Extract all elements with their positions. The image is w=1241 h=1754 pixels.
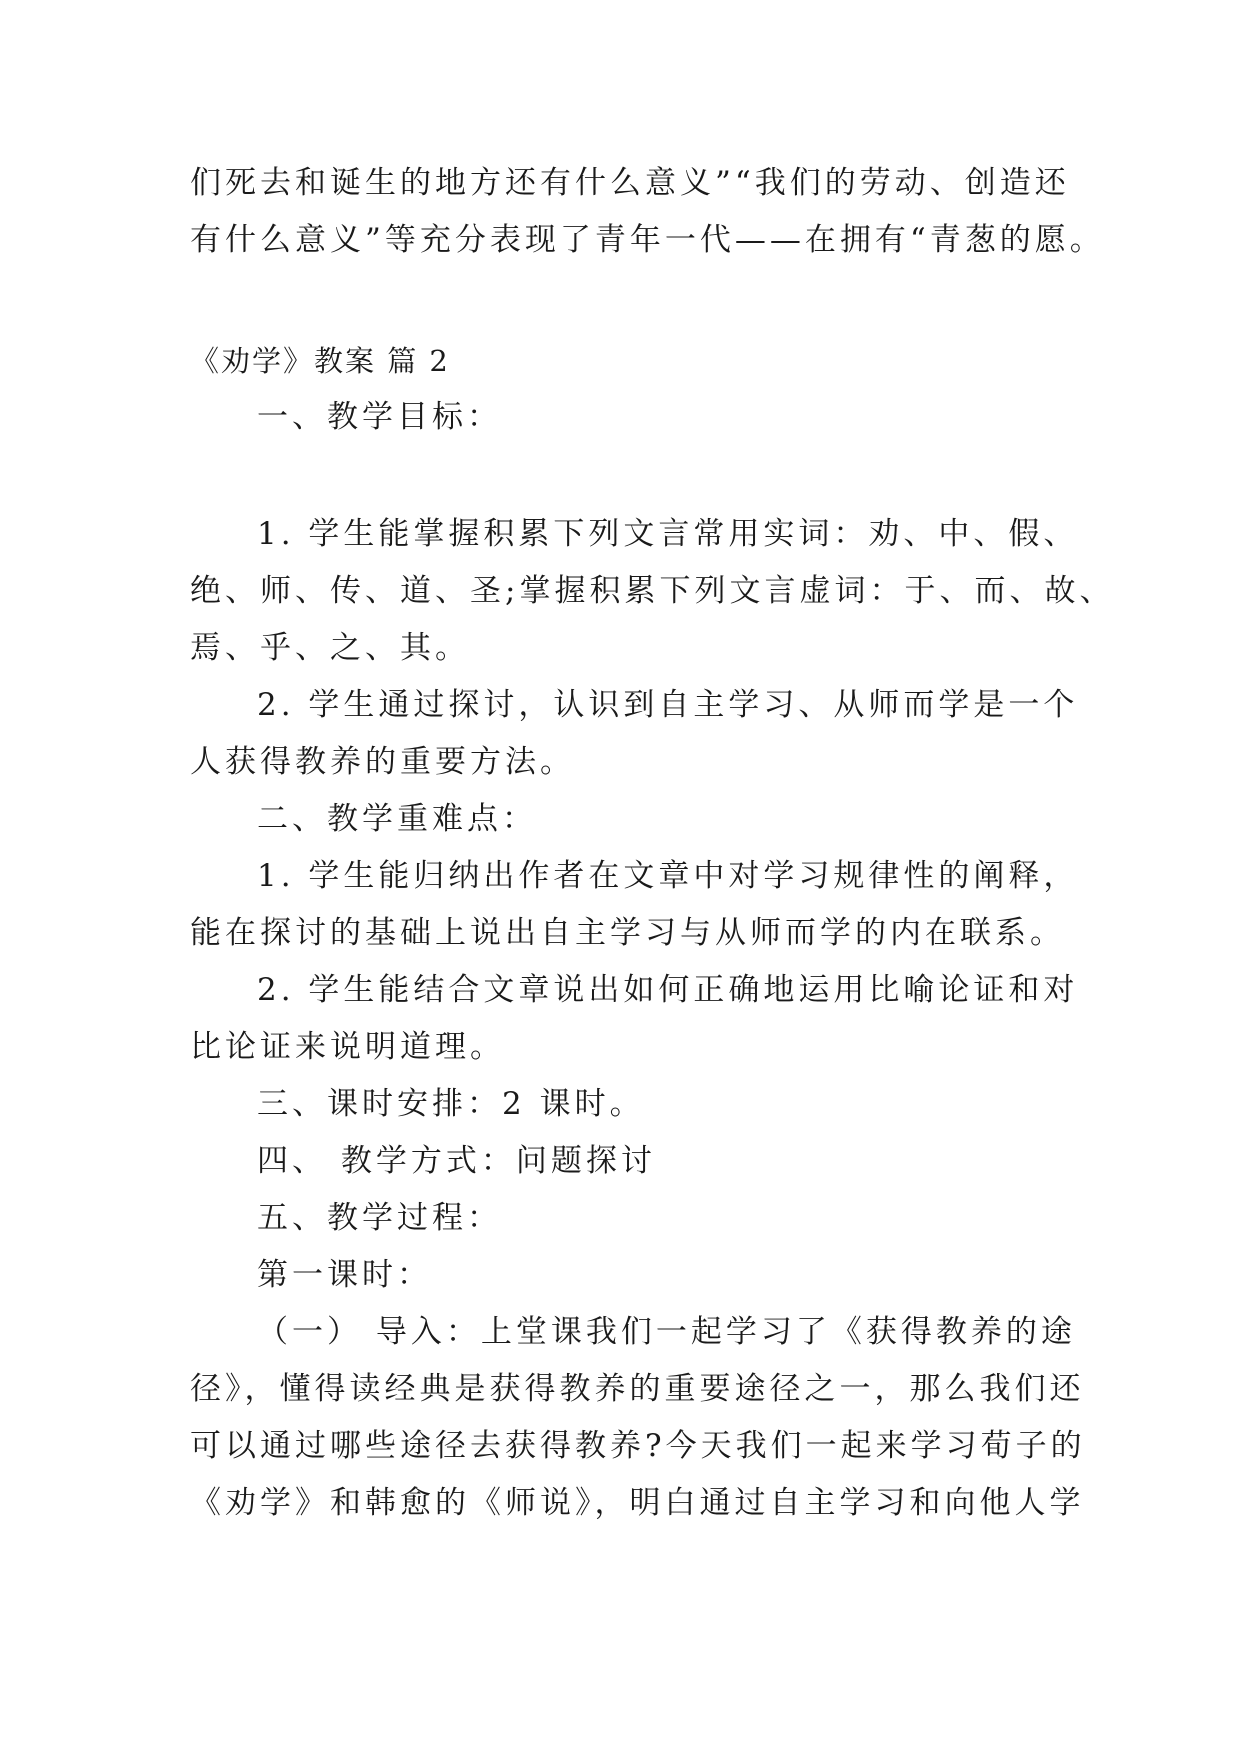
text-line: 径》，懂得读经典是获得教养的重要途径之一，那么我们还 bbox=[190, 1371, 1085, 1407]
heading-method: 四、 教学方式：问题探讨 bbox=[257, 1143, 656, 1179]
text-line: 1. 学生能掌握积累下列文言常用实词：劝、中、假、 bbox=[257, 516, 1079, 552]
text-line: 1. 学生能归纳出作者在文章中对学习规律性的阐释， bbox=[257, 858, 1079, 894]
heading-key-points: 二、教学重难点： bbox=[257, 801, 537, 837]
section-title: 《劝学》教案 篇 2 bbox=[190, 344, 450, 378]
text-line: 可以通过哪些途径去获得教养?今天我们一起来学习荀子的 bbox=[190, 1428, 1086, 1464]
text-line: 能在探讨的基础上说出自主学习与从师而学的内在联系。 bbox=[190, 915, 1065, 951]
text-line: 2. 学生通过探讨，认识到自主学习、从师而学是一个 bbox=[257, 687, 1079, 723]
text-line: 焉、乎、之、其。 bbox=[190, 630, 470, 666]
text-line: 比论证来说明道理。 bbox=[190, 1029, 505, 1065]
heading-objectives: 一、教学目标： bbox=[257, 399, 502, 435]
text-line: 有什么意义”等充分表现了青年一代——在拥有“青葱的愿。 bbox=[190, 222, 1105, 258]
text-line: 们死去和诞生的地方还有什么意义”“我们的劳动、创造还 bbox=[190, 165, 1070, 201]
text-line: 人获得教养的重要方法。 bbox=[190, 744, 575, 780]
text-line: （一） 导入：上堂课我们一起学习了《获得教养的途 bbox=[257, 1314, 1076, 1350]
text-line: 《劝学》和韩愈的《师说》，明白通过自主学习和向他人学 bbox=[190, 1485, 1085, 1521]
text-line: 绝、师、传、道、圣;掌握积累下列文言虚词：于、而、故、 bbox=[190, 573, 1115, 609]
heading-process: 五、教学过程： bbox=[257, 1200, 502, 1236]
heading-schedule: 三、课时安排：2 课时。 bbox=[257, 1086, 645, 1122]
text-line: 2. 学生能结合文章说出如何正确地运用比喻论证和对 bbox=[257, 972, 1079, 1008]
heading-first-lesson: 第一课时： bbox=[257, 1257, 432, 1293]
